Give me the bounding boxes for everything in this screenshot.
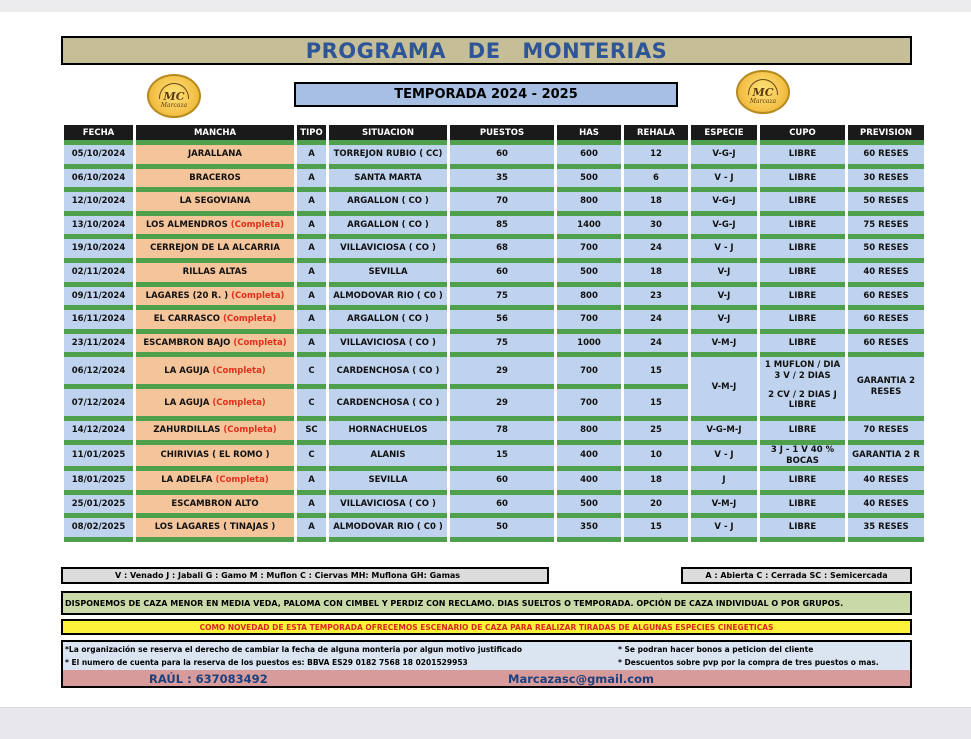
posts-cell: 78 xyxy=(450,416,554,440)
footer-line-cell xyxy=(329,537,447,542)
quota-cell: LIBRE xyxy=(760,258,845,282)
pack-cell: 24 xyxy=(624,329,688,353)
completa-badge: (Completa) xyxy=(231,290,285,301)
hectares-cell: 800 xyxy=(557,282,621,306)
quota-cell: LIBRE xyxy=(760,234,845,258)
mancha-name: EL CARRASCO xyxy=(153,314,220,325)
novelty-notice: COMO NOVEDAD DE ESTA TEMPORADA OFRECEMOS ESCENARIO DE CAZA PARA REALIZAR TIRADAS DE ALGUNAS ESPECIES CINEGETICAS xyxy=(61,619,912,635)
mancha-name: LOS LAGARES ( TINAJAS ) xyxy=(154,522,276,533)
date-cell: 18/01/2025 xyxy=(64,466,133,490)
mancha-cell xyxy=(136,490,294,514)
table-row xyxy=(64,258,924,282)
mancha-cell xyxy=(136,140,294,164)
hectares-cell: 400 xyxy=(557,466,621,490)
mancha-cell xyxy=(136,282,294,306)
species-cell: V - J xyxy=(691,513,757,537)
location-cell: VILLAVICIOSA ( CO ) xyxy=(329,234,447,258)
mancha-cell xyxy=(136,234,294,258)
location-cell: SANTA MARTA xyxy=(329,164,447,188)
footer-line-cell xyxy=(64,537,133,542)
table-row xyxy=(64,211,924,235)
date-cell: 02/11/2024 xyxy=(64,258,133,282)
type-legend: A : Abierta C : Cerrada SC : Semicercada xyxy=(681,567,912,584)
mancha-cell xyxy=(136,305,294,329)
quota-cell: 1 MUFLON / DIA 3 V / 2 DIAS xyxy=(760,352,845,384)
pack-cell: 24 xyxy=(624,234,688,258)
hectares-cell: 1400 xyxy=(557,211,621,235)
viewer-bottom-bar xyxy=(0,707,971,739)
type-cell: A xyxy=(297,211,326,235)
quota-cell: LIBRE xyxy=(760,513,845,537)
species-cell: V-G-M-J xyxy=(691,416,757,440)
logo-right: MC Marcaza xyxy=(736,70,790,114)
quota-cell: 2 CV / 2 DIAS J LIBRE xyxy=(760,384,845,416)
forecast-cell: 50 RESES xyxy=(848,234,924,258)
mancha-name: ESCAMBRON ALTO xyxy=(171,498,259,509)
location-cell: ARGALLON ( CO ) xyxy=(329,187,447,211)
species-cell: V - J xyxy=(691,164,757,188)
column-header: TIPO xyxy=(297,125,326,140)
table-row xyxy=(64,490,924,514)
location-cell: ARGALLON ( CO ) xyxy=(329,211,447,235)
footer-line-cell xyxy=(691,537,757,542)
date-cell: 14/12/2024 xyxy=(64,416,133,440)
hectares-cell: 350 xyxy=(557,513,621,537)
posts-cell: 68 xyxy=(450,234,554,258)
logo-left: MC Marcaza xyxy=(147,74,201,118)
mancha-cell xyxy=(136,513,294,537)
type-cell: A xyxy=(297,282,326,306)
hectares-cell: 500 xyxy=(557,164,621,188)
quota-cell: LIBRE xyxy=(760,490,845,514)
completa-badge: (Completa) xyxy=(233,337,287,348)
type-cell: A xyxy=(297,490,326,514)
hectares-cell: 700 xyxy=(557,384,621,416)
table-row xyxy=(64,140,924,164)
note-vouchers: * Se podran hacer bonos a peticion del cliente xyxy=(618,645,814,654)
posts-cell: 29 xyxy=(450,384,554,416)
table-footer-line xyxy=(64,537,924,542)
table-row xyxy=(64,352,924,384)
type-cell: A xyxy=(297,513,326,537)
quota-cell: LIBRE xyxy=(760,305,845,329)
location-cell: CARDENCHOSA ( CO ) xyxy=(329,352,447,384)
date-cell: 09/11/2024 xyxy=(64,282,133,306)
forecast-cell: 35 RESES xyxy=(848,513,924,537)
quota-cell: LIBRE xyxy=(760,329,845,353)
pack-cell: 12 xyxy=(624,140,688,164)
location-cell: CARDENCHOSA ( CO ) xyxy=(329,384,447,416)
hectares-cell: 700 xyxy=(557,234,621,258)
type-cell: A xyxy=(297,305,326,329)
note-bank-account: * El numero de cuenta para la reserva de los puestos es: BBVA ES29 0182 7568 18 0201529953 xyxy=(65,658,468,667)
mancha-name: CHIRIVIAS ( EL ROMO ) xyxy=(160,450,270,461)
type-cell: A xyxy=(297,187,326,211)
date-cell: 07/12/2024 xyxy=(64,384,133,416)
date-cell: 11/01/2025 xyxy=(64,440,133,466)
table-row xyxy=(64,466,924,490)
contact-email[interactable]: Marcazasc@gmail.com xyxy=(508,672,654,686)
completa-badge: (Completa) xyxy=(212,365,266,376)
mancha-cell xyxy=(136,329,294,353)
date-cell: 12/10/2024 xyxy=(64,187,133,211)
forecast-cell: 70 RESES xyxy=(848,416,924,440)
table-row xyxy=(64,440,924,466)
mancha-name: LA AGUJA xyxy=(164,397,210,408)
table-row xyxy=(64,416,924,440)
note-date-change: *La organización se reserva el derecho de cambiar la fecha de alguna monteria por algun motivo justificado xyxy=(65,645,523,654)
mancha-name: LA SEGOVIANA xyxy=(179,196,251,207)
type-cell: A xyxy=(297,140,326,164)
mancha-name: LAGARES (20 R. ) xyxy=(145,290,229,301)
pack-cell: 23 xyxy=(624,282,688,306)
type-cell: A xyxy=(297,164,326,188)
quota-cell: LIBRE xyxy=(760,416,845,440)
pack-cell: 18 xyxy=(624,187,688,211)
footer-line-cell xyxy=(450,537,554,542)
location-cell: ALANIS xyxy=(329,440,447,466)
forecast-cell: GARANTIA 2 RESES xyxy=(848,352,924,416)
pack-cell: 20 xyxy=(624,490,688,514)
note-discounts: * Descuentos sobre pvp por la compra de tres puestos o mas. xyxy=(618,658,879,667)
location-cell: SEVILLA xyxy=(329,466,447,490)
type-cell: A xyxy=(297,258,326,282)
hectares-cell: 1000 xyxy=(557,329,621,353)
footer-line-cell xyxy=(557,537,621,542)
column-header: REHALA xyxy=(624,125,688,140)
posts-cell: 35 xyxy=(450,164,554,188)
mancha-cell xyxy=(136,258,294,282)
posts-cell: 60 xyxy=(450,466,554,490)
forecast-cell: 40 RESES xyxy=(848,258,924,282)
type-cell: A xyxy=(297,329,326,353)
column-header: CUPO xyxy=(760,125,845,140)
contact-phone[interactable]: RAÚL : 637083492 xyxy=(149,672,268,686)
quota-cell: 3 J - 1 V 40 % BOCAS xyxy=(760,440,845,466)
pack-cell: 25 xyxy=(624,416,688,440)
completa-badge: (Completa) xyxy=(222,314,277,325)
location-cell: VILLAVICIOSA ( CO ) xyxy=(329,329,447,353)
posts-cell: 56 xyxy=(450,305,554,329)
table-row xyxy=(64,329,924,353)
species-cell: V-M-J xyxy=(691,329,757,353)
forecast-cell: 75 RESES xyxy=(848,211,924,235)
table-row xyxy=(64,305,924,329)
date-cell: 06/10/2024 xyxy=(64,164,133,188)
footer-line-cell xyxy=(136,537,294,542)
type-cell: C xyxy=(297,384,326,416)
footer-line-cell xyxy=(624,537,688,542)
date-cell: 19/10/2024 xyxy=(64,234,133,258)
table-header xyxy=(64,125,924,140)
table-row xyxy=(64,282,924,306)
quota-cell: LIBRE xyxy=(760,282,845,306)
column-header: PUESTOS xyxy=(450,125,554,140)
date-cell: 23/11/2024 xyxy=(64,329,133,353)
footer-line-cell xyxy=(848,537,924,542)
posts-cell: 15 xyxy=(450,440,554,466)
posts-cell: 50 xyxy=(450,513,554,537)
mancha-cell xyxy=(136,416,294,440)
posts-cell: 60 xyxy=(450,490,554,514)
species-cell: V-G-J xyxy=(691,140,757,164)
mancha-name: LA ADELFA xyxy=(161,475,213,486)
type-cell: A xyxy=(297,466,326,490)
footer-line-cell xyxy=(297,537,326,542)
location-cell: HORNACHUELOS xyxy=(329,416,447,440)
pack-cell: 6 xyxy=(624,164,688,188)
mancha-cell xyxy=(136,187,294,211)
type-cell: C xyxy=(297,440,326,466)
location-cell: ALMODOVAR RIO ( C0 ) xyxy=(329,513,447,537)
posts-cell: 75 xyxy=(450,329,554,353)
pack-cell: 24 xyxy=(624,305,688,329)
column-header: MANCHA xyxy=(136,125,294,140)
posts-cell: 70 xyxy=(450,187,554,211)
quota-cell: LIBRE xyxy=(760,466,845,490)
column-header: HAS xyxy=(557,125,621,140)
column-header: PREVISION xyxy=(848,125,924,140)
date-cell: 16/11/2024 xyxy=(64,305,133,329)
species-cell: V-J xyxy=(691,258,757,282)
pack-cell: 30 xyxy=(624,211,688,235)
mancha-cell xyxy=(136,466,294,490)
location-cell: ALMODOVAR RIO ( C0 ) xyxy=(329,282,447,306)
type-cell: A xyxy=(297,234,326,258)
antler-icon xyxy=(748,79,778,95)
hectares-cell: 800 xyxy=(557,416,621,440)
species-cell: V-M-J xyxy=(691,352,757,416)
species-cell: V - J xyxy=(691,234,757,258)
species-cell: V-J xyxy=(691,305,757,329)
hectares-cell: 500 xyxy=(557,490,621,514)
mancha-name: ZAHURDILLAS xyxy=(153,425,221,436)
season-label: TEMPORADA 2024 - 2025 xyxy=(294,82,678,107)
date-cell: 13/10/2024 xyxy=(64,211,133,235)
location-cell: SEVILLA xyxy=(329,258,447,282)
table-row xyxy=(64,164,924,188)
mancha-name: BRACEROS xyxy=(189,172,241,183)
viewer-top-bar xyxy=(0,0,971,12)
species-cell: J xyxy=(691,466,757,490)
type-cell: SC xyxy=(297,416,326,440)
mancha-cell xyxy=(136,440,294,466)
species-cell: V - J xyxy=(691,440,757,466)
forecast-cell: 40 RESES xyxy=(848,490,924,514)
location-cell: TORREJON RUBIO ( CC) xyxy=(329,140,447,164)
pack-cell: 10 xyxy=(624,440,688,466)
quota-cell: LIBRE xyxy=(760,164,845,188)
mancha-name: ESCAMBRON BAJO xyxy=(143,337,231,348)
date-cell: 06/12/2024 xyxy=(64,352,133,384)
location-cell: VILLAVICIOSA ( CO ) xyxy=(329,490,447,514)
forecast-cell: 60 RESES xyxy=(848,305,924,329)
posts-cell: 85 xyxy=(450,211,554,235)
forecast-cell: 60 RESES xyxy=(848,140,924,164)
mancha-name: JARALLANA xyxy=(188,148,242,159)
table-row xyxy=(64,234,924,258)
date-cell: 05/10/2024 xyxy=(64,140,133,164)
completa-badge: (Completa) xyxy=(215,475,269,486)
footer-line-cell xyxy=(760,537,845,542)
pack-cell: 15 xyxy=(624,352,688,384)
mancha-name: RILLAS ALTAS xyxy=(182,266,248,277)
species-cell: V-G-J xyxy=(691,187,757,211)
notes-box xyxy=(61,640,912,671)
small-game-notice: DISPONEMOS DE CAZA MENOR EN MEDIA VEDA, PALOMA CON CIMBEL Y PERDIZ CON RECLAMO. DIAS SUELTOS O TEMPORADA. OPCIÓN DE CAZA INDIVIDUAL O POR GRUPOS. xyxy=(61,591,912,615)
column-header: SITUACION xyxy=(329,125,447,140)
hectares-cell: 400 xyxy=(557,440,621,466)
pack-cell: 18 xyxy=(624,258,688,282)
table-row xyxy=(64,513,924,537)
posts-cell: 60 xyxy=(450,258,554,282)
forecast-cell: 50 RESES xyxy=(848,187,924,211)
species-cell: V-G-J xyxy=(691,211,757,235)
species-legend: V : Venado J : Jabali G : Gamo M : Muflon C : Ciervas MH: Muflona GH: Gamas xyxy=(61,567,549,584)
program-title: PROGRAMA DE MONTERIAS xyxy=(61,36,912,65)
antler-icon xyxy=(159,83,189,99)
species-cell: V-J xyxy=(691,282,757,306)
completa-badge: (Completa) xyxy=(212,397,266,408)
hectares-cell: 700 xyxy=(557,305,621,329)
hectares-cell: 800 xyxy=(557,187,621,211)
forecast-cell: 30 RESES xyxy=(848,164,924,188)
monterias-table xyxy=(61,125,927,542)
table-row xyxy=(64,187,924,211)
pack-cell: 15 xyxy=(624,513,688,537)
column-header: ESPECIE xyxy=(691,125,757,140)
location-cell: ARGALLON ( CO ) xyxy=(329,305,447,329)
posts-cell: 29 xyxy=(450,352,554,384)
quota-cell: LIBRE xyxy=(760,187,845,211)
date-cell: 08/02/2025 xyxy=(64,513,133,537)
mancha-cell xyxy=(136,211,294,235)
column-header: FECHA xyxy=(64,125,133,140)
completa-badge: (Completa) xyxy=(230,219,284,230)
posts-cell: 75 xyxy=(450,282,554,306)
forecast-cell: 60 RESES xyxy=(848,282,924,306)
posts-cell: 60 xyxy=(450,140,554,164)
species-cell: V-M-J xyxy=(691,490,757,514)
completa-badge: (Completa) xyxy=(223,425,277,436)
mancha-cell xyxy=(136,352,294,384)
quota-cell: LIBRE xyxy=(760,211,845,235)
mancha-name: LA AGUJA xyxy=(164,365,210,376)
pack-cell: 18 xyxy=(624,466,688,490)
mancha-name: LOS ALMENDROS xyxy=(146,219,228,230)
forecast-cell: 40 RESES xyxy=(848,466,924,490)
mancha-cell xyxy=(136,384,294,416)
date-cell: 25/01/2025 xyxy=(64,490,133,514)
forecast-cell: 60 RESES xyxy=(848,329,924,353)
forecast-cell: GARANTIA 2 R xyxy=(848,440,924,466)
pack-cell: 15 xyxy=(624,384,688,416)
table-row xyxy=(64,384,924,416)
mancha-cell xyxy=(136,164,294,188)
mancha-name: CERREJON DE LA ALCARRIA xyxy=(150,243,280,254)
type-cell: C xyxy=(297,352,326,384)
hectares-cell: 700 xyxy=(557,352,621,384)
hectares-cell: 500 xyxy=(557,258,621,282)
hectares-cell: 600 xyxy=(557,140,621,164)
contact-bar xyxy=(61,670,912,688)
quota-cell: LIBRE xyxy=(760,140,845,164)
